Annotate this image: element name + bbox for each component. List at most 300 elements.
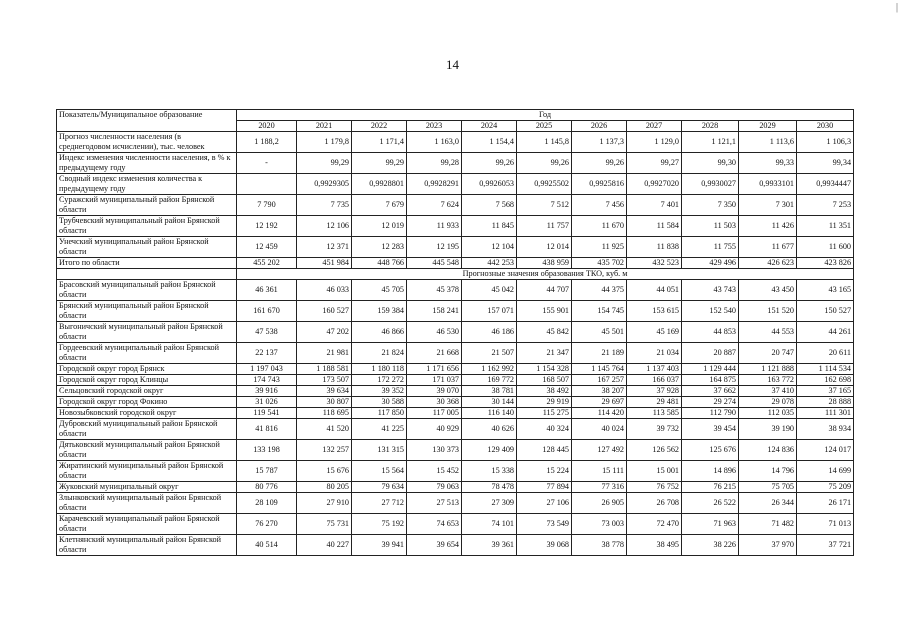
value-cell: 45 501 (572, 322, 627, 343)
table-row (57, 408, 854, 419)
row-label: Городской округ город Брянск (57, 364, 237, 375)
value-cell: 1 180 118 (352, 364, 407, 375)
value-cell: 445 548 (407, 258, 462, 269)
value-cell: 0,9927020 (627, 174, 682, 195)
value-cell: 28 109 (237, 493, 297, 514)
table-row (57, 216, 854, 237)
value-cell: 99,26 (462, 153, 517, 174)
row-label: Дубровский муниципальный район Брянской области (57, 419, 237, 440)
value-cell: 11 503 (682, 216, 739, 237)
row-label: Новозыбковский городской округ (57, 408, 237, 419)
value-cell: 99,26 (572, 153, 627, 174)
row-label: Прогноз численности населения (в среднегодовом исчислении), тыс. человек (57, 132, 237, 153)
value-cell: 160 527 (297, 301, 352, 322)
value-cell: 429 496 (682, 258, 739, 269)
value-cell: 31 026 (237, 397, 297, 408)
table-row (57, 386, 854, 397)
value-cell: 99,27 (627, 153, 682, 174)
value-cell: 15 676 (297, 461, 352, 482)
value-cell: 124 836 (739, 440, 797, 461)
value-cell: 40 324 (517, 419, 572, 440)
table-row (57, 153, 854, 174)
value-cell: 129 409 (462, 440, 517, 461)
value-cell: 1 145 764 (572, 364, 627, 375)
value-cell: 11 584 (627, 216, 682, 237)
value-cell: 76 215 (682, 482, 739, 493)
value-cell: 26 905 (572, 493, 627, 514)
year-header-cell: 2028 (682, 121, 739, 132)
value-cell: 151 520 (739, 301, 797, 322)
value-cell: 1 188,2 (237, 132, 297, 153)
value-cell: 30 368 (407, 397, 462, 408)
value-cell: 133 198 (237, 440, 297, 461)
value-cell: 38 207 (572, 386, 627, 397)
value-cell: 27 106 (517, 493, 572, 514)
value-cell: 37 970 (739, 535, 797, 556)
value-cell: 11 670 (572, 216, 627, 237)
value-cell: 46 361 (237, 280, 297, 301)
value-cell: 30 807 (297, 397, 352, 408)
value-cell: 75 192 (352, 514, 407, 535)
value-cell: 27 910 (297, 493, 352, 514)
value-cell: 162 698 (797, 375, 854, 386)
value-cell: 71 013 (797, 514, 854, 535)
value-cell: 12 106 (297, 216, 352, 237)
value-cell: 45 705 (352, 280, 407, 301)
value-cell: 448 766 (352, 258, 407, 269)
value-cell: 11 925 (572, 237, 627, 258)
value-cell: 29 481 (627, 397, 682, 408)
value-cell: 115 275 (517, 408, 572, 419)
year-header-cell: 2030 (797, 121, 854, 132)
value-cell: 7 512 (517, 195, 572, 216)
row-label: Клетнянский муниципальный район Брянской области (57, 535, 237, 556)
value-cell: 132 257 (297, 440, 352, 461)
value-cell: 39 352 (352, 386, 407, 397)
value-cell: 173 507 (297, 375, 352, 386)
value-cell: 11 351 (797, 216, 854, 237)
page-number: 14 (446, 57, 459, 72)
value-cell: 44 375 (572, 280, 627, 301)
row-label: Гордеевский муниципальный район Брянской области (57, 343, 237, 364)
value-cell: 1 179,8 (297, 132, 352, 153)
table-row (57, 461, 854, 482)
row-label: Жиратинский муниципальный район Брянской области (57, 461, 237, 482)
value-cell: 45 378 (407, 280, 462, 301)
row-label: Злынковский муниципальный район Брянской области (57, 493, 237, 514)
value-cell: - (237, 153, 297, 174)
value-cell: 30 144 (462, 397, 517, 408)
value-cell: 15 787 (237, 461, 297, 482)
value-cell: 11 845 (462, 216, 517, 237)
section-blank-cell (57, 269, 237, 280)
value-cell: 174 743 (237, 375, 297, 386)
table-row (57, 343, 854, 364)
value-cell: 99,29 (352, 153, 407, 174)
value-cell: 37 928 (627, 386, 682, 397)
value-cell: 38 781 (462, 386, 517, 397)
value-cell: 167 257 (572, 375, 627, 386)
value-cell: 99,34 (797, 153, 854, 174)
value-cell: 438 959 (517, 258, 572, 269)
value-cell: 442 253 (462, 258, 517, 269)
row-label: Брасовский муниципальный район Брянской области (57, 280, 237, 301)
value-cell: 46 866 (352, 322, 407, 343)
value-cell: 15 111 (572, 461, 627, 482)
value-cell: 44 051 (627, 280, 682, 301)
value-cell: 39 634 (297, 386, 352, 397)
value-cell: 1 137 403 (627, 364, 682, 375)
value-cell: 74 101 (462, 514, 517, 535)
value-cell: 71 482 (739, 514, 797, 535)
value-cell: 15 224 (517, 461, 572, 482)
value-cell: 7 790 (237, 195, 297, 216)
value-cell: 7 401 (627, 195, 682, 216)
value-cell: 28 888 (797, 397, 854, 408)
row-label: Дятьковский муниципальный район Брянской области (57, 440, 237, 461)
value-cell: 7 568 (462, 195, 517, 216)
row-label: Сельцовский городской округ (57, 386, 237, 397)
table-row (57, 174, 854, 195)
value-cell: 112 790 (682, 408, 739, 419)
value-cell: 1 162 992 (462, 364, 517, 375)
year-header-cell: 2023 (407, 121, 462, 132)
value-cell: 172 272 (352, 375, 407, 386)
value-cell: 12 192 (237, 216, 297, 237)
value-cell: 37 662 (682, 386, 739, 397)
value-cell: 150 527 (797, 301, 854, 322)
value-cell: 1 129 444 (682, 364, 739, 375)
value-cell: 71 963 (682, 514, 739, 535)
value-cell: 43 165 (797, 280, 854, 301)
value-cell: 39 941 (352, 535, 407, 556)
value-cell: 77 894 (517, 482, 572, 493)
table-row (57, 514, 854, 535)
value-cell: 39 454 (682, 419, 739, 440)
section-title: Прогнозные значения образования ТКО, куб. м (237, 269, 854, 280)
value-cell: 43 743 (682, 280, 739, 301)
row-label: Карачевский муниципальный район Брянской области (57, 514, 237, 535)
header-year-group: Год (237, 110, 854, 121)
value-cell: 7 679 (352, 195, 407, 216)
value-cell: 15 564 (352, 461, 407, 482)
value-cell: 171 037 (407, 375, 462, 386)
value-cell: 11 838 (627, 237, 682, 258)
year-header-cell: 2021 (297, 121, 352, 132)
value-cell: 1 137,3 (572, 132, 627, 153)
value-cell: 1 106,3 (797, 132, 854, 153)
value-cell: 164 875 (682, 375, 739, 386)
table-row (57, 301, 854, 322)
table-row (57, 419, 854, 440)
value-cell: 11 677 (739, 237, 797, 258)
value-cell: 163 772 (739, 375, 797, 386)
value-cell: 38 226 (682, 535, 739, 556)
value-cell: 99,33 (739, 153, 797, 174)
value-cell: 7 253 (797, 195, 854, 216)
value-cell: 111 301 (797, 408, 854, 419)
value-cell: 14 796 (739, 461, 797, 482)
value-cell: 38 778 (572, 535, 627, 556)
value-cell: 11 933 (407, 216, 462, 237)
value-cell: 1 129,0 (627, 132, 682, 153)
value-cell: 127 492 (572, 440, 627, 461)
year-header-cell: 2022 (352, 121, 407, 132)
value-cell: 73 549 (517, 514, 572, 535)
value-cell: 1 114 534 (797, 364, 854, 375)
value-cell: 12 019 (352, 216, 407, 237)
value-cell: 1 154 328 (517, 364, 572, 375)
value-cell: 38 492 (517, 386, 572, 397)
value-cell: 432 523 (627, 258, 682, 269)
value-cell: 12 014 (517, 237, 572, 258)
value-cell: 46 186 (462, 322, 517, 343)
value-cell: 26 708 (627, 493, 682, 514)
value-cell: 26 522 (682, 493, 739, 514)
value-cell: 39 654 (407, 535, 462, 556)
value-cell: 46 530 (407, 322, 462, 343)
table-row (57, 375, 854, 386)
value-cell: 27 712 (352, 493, 407, 514)
value-cell: 20 887 (682, 343, 739, 364)
value-cell: 77 316 (572, 482, 627, 493)
value-cell: 76 752 (627, 482, 682, 493)
value-cell: 7 456 (572, 195, 627, 216)
value-cell: 0,9925502 (517, 174, 572, 195)
value-cell: 78 478 (462, 482, 517, 493)
value-cell: 0,9926053 (462, 174, 517, 195)
value-cell: 0,9929305 (297, 174, 352, 195)
value-cell: 38 934 (797, 419, 854, 440)
value-cell: 40 024 (572, 419, 627, 440)
value-cell: 39 190 (739, 419, 797, 440)
value-cell: 155 901 (517, 301, 572, 322)
value-cell: 1 154,4 (462, 132, 517, 153)
value-cell: 44 261 (797, 322, 854, 343)
value-cell: 7 624 (407, 195, 462, 216)
value-cell: 435 702 (572, 258, 627, 269)
value-cell: 14 699 (797, 461, 854, 482)
edge-mark: | (896, 2, 899, 13)
value-cell: 75 209 (797, 482, 854, 493)
value-cell: 15 001 (627, 461, 682, 482)
table-row (57, 132, 854, 153)
value-cell: 113 585 (627, 408, 682, 419)
value-cell: 1 121 888 (739, 364, 797, 375)
value-cell: 39 361 (462, 535, 517, 556)
value-cell: 79 063 (407, 482, 462, 493)
table-row (57, 280, 854, 301)
value-cell: 27 309 (462, 493, 517, 514)
row-label: Итого по области (57, 258, 237, 269)
value-cell: 26 344 (739, 493, 797, 514)
value-cell (237, 174, 297, 195)
value-cell: 117 005 (407, 408, 462, 419)
table-row (57, 195, 854, 216)
table-row (57, 535, 854, 556)
value-cell: 7 301 (739, 195, 797, 216)
row-label: Городской округ город Клинцы (57, 375, 237, 386)
year-header-cell: 2026 (572, 121, 627, 132)
value-cell: 73 003 (572, 514, 627, 535)
value-cell: 39 916 (237, 386, 297, 397)
value-cell: 37 165 (797, 386, 854, 397)
value-cell: 169 772 (462, 375, 517, 386)
value-cell: 1 145,8 (517, 132, 572, 153)
value-cell: 38 495 (627, 535, 682, 556)
value-cell: 157 071 (462, 301, 517, 322)
value-cell: 14 896 (682, 461, 739, 482)
value-cell: 40 514 (237, 535, 297, 556)
value-cell: 1 171,4 (352, 132, 407, 153)
value-cell: 126 562 (627, 440, 682, 461)
year-header-cell: 2020 (237, 121, 297, 132)
value-cell: 12 371 (297, 237, 352, 258)
row-label: Городской округ город Фокино (57, 397, 237, 408)
value-cell: 118 695 (297, 408, 352, 419)
value-cell: 154 745 (572, 301, 627, 322)
value-cell: 15 338 (462, 461, 517, 482)
value-cell: 21 668 (407, 343, 462, 364)
value-cell: 80 776 (237, 482, 297, 493)
value-cell: 44 553 (739, 322, 797, 343)
header-indicator-label: Показатель/Муниципальное образование (57, 110, 237, 132)
value-cell: 29 697 (572, 397, 627, 408)
value-cell: 0,9928801 (352, 174, 407, 195)
value-cell: 0,9933101 (739, 174, 797, 195)
value-cell: 39 732 (627, 419, 682, 440)
value-cell: 22 137 (237, 343, 297, 364)
value-cell: 112 035 (739, 408, 797, 419)
value-cell: 40 227 (297, 535, 352, 556)
value-cell: 30 588 (352, 397, 407, 408)
value-cell: 124 017 (797, 440, 854, 461)
value-cell: 21 824 (352, 343, 407, 364)
value-cell: 125 676 (682, 440, 739, 461)
value-cell: 20 611 (797, 343, 854, 364)
value-cell: 455 202 (237, 258, 297, 269)
value-cell: 75 705 (739, 482, 797, 493)
value-cell: 0,9928291 (407, 174, 462, 195)
row-label: Унечский муниципальный район Брянской области (57, 237, 237, 258)
value-cell: 12 195 (407, 237, 462, 258)
value-cell: 21 507 (462, 343, 517, 364)
value-cell: 41 520 (297, 419, 352, 440)
value-cell: 29 274 (682, 397, 739, 408)
year-header-cell: 2025 (517, 121, 572, 132)
value-cell: 26 171 (797, 493, 854, 514)
table-row (57, 322, 854, 343)
value-cell: 161 670 (237, 301, 297, 322)
value-cell: 40 929 (407, 419, 462, 440)
value-cell: 11 600 (797, 237, 854, 258)
data-table (56, 109, 854, 556)
value-cell: 45 842 (517, 322, 572, 343)
value-cell: 153 615 (627, 301, 682, 322)
value-cell: 47 202 (297, 322, 352, 343)
row-label: Трубчевский муниципальный район Брянской области (57, 216, 237, 237)
value-cell: 80 205 (297, 482, 352, 493)
value-cell: 21 189 (572, 343, 627, 364)
value-cell: 15 452 (407, 461, 462, 482)
value-cell: 168 507 (517, 375, 572, 386)
value-cell: 7 350 (682, 195, 739, 216)
value-cell: 131 315 (352, 440, 407, 461)
value-cell: 12 459 (237, 237, 297, 258)
value-cell: 1 163,0 (407, 132, 462, 153)
value-cell: 99,26 (517, 153, 572, 174)
value-cell: 99,30 (682, 153, 739, 174)
value-cell: 47 538 (237, 322, 297, 343)
year-header-cell: 2024 (462, 121, 517, 132)
value-cell: 166 037 (627, 375, 682, 386)
value-cell: 75 731 (297, 514, 352, 535)
value-cell: 1 113,6 (739, 132, 797, 153)
table-row (57, 397, 854, 408)
value-cell: 1 197 043 (237, 364, 297, 375)
row-label: Брянский муниципальный район Брянской области (57, 301, 237, 322)
section-row (57, 269, 854, 280)
row-label: Жуковский муниципальный округ (57, 482, 237, 493)
value-cell: 37 721 (797, 535, 854, 556)
table-row (57, 258, 854, 269)
value-cell: 43 450 (739, 280, 797, 301)
value-cell: 72 470 (627, 514, 682, 535)
value-cell: 11 426 (739, 216, 797, 237)
table-row (57, 482, 854, 493)
value-cell: 0,9925816 (572, 174, 627, 195)
value-cell: 1 171 656 (407, 364, 462, 375)
value-cell: 159 384 (352, 301, 407, 322)
value-cell: 12 283 (352, 237, 407, 258)
value-cell: 21 034 (627, 343, 682, 364)
value-cell: 423 826 (797, 258, 854, 269)
value-cell: 41 225 (352, 419, 407, 440)
value-cell: 11 755 (682, 237, 739, 258)
value-cell: 39 070 (407, 386, 462, 397)
value-cell: 114 420 (572, 408, 627, 419)
value-cell: 451 984 (297, 258, 352, 269)
value-cell: 37 410 (739, 386, 797, 397)
table-row (57, 364, 854, 375)
value-cell: 128 445 (517, 440, 572, 461)
value-cell: 76 270 (237, 514, 297, 535)
table-body (57, 132, 854, 556)
value-cell: 11 757 (517, 216, 572, 237)
value-cell: 116 140 (462, 408, 517, 419)
value-cell: 39 068 (517, 535, 572, 556)
value-cell: 20 747 (739, 343, 797, 364)
value-cell: 99,28 (407, 153, 462, 174)
value-cell: 74 653 (407, 514, 462, 535)
value-cell: 79 634 (352, 482, 407, 493)
value-cell: 7 735 (297, 195, 352, 216)
table-row (57, 237, 854, 258)
row-label: Индекс изменения численности населения, в % к предыдущему году (57, 153, 237, 174)
value-cell: 158 241 (407, 301, 462, 322)
value-cell: 44 707 (517, 280, 572, 301)
value-cell: 0,9934447 (797, 174, 854, 195)
value-cell: 426 623 (739, 258, 797, 269)
value-cell: 130 373 (407, 440, 462, 461)
value-cell: 45 042 (462, 280, 517, 301)
row-label: Суражский муниципальный район Брянской области (57, 195, 237, 216)
year-header-cell: 2027 (627, 121, 682, 132)
row-label: Выгоничский муниципальный район Брянской области (57, 322, 237, 343)
value-cell: 1 121,1 (682, 132, 739, 153)
value-cell: 29 919 (517, 397, 572, 408)
value-cell: 12 104 (462, 237, 517, 258)
